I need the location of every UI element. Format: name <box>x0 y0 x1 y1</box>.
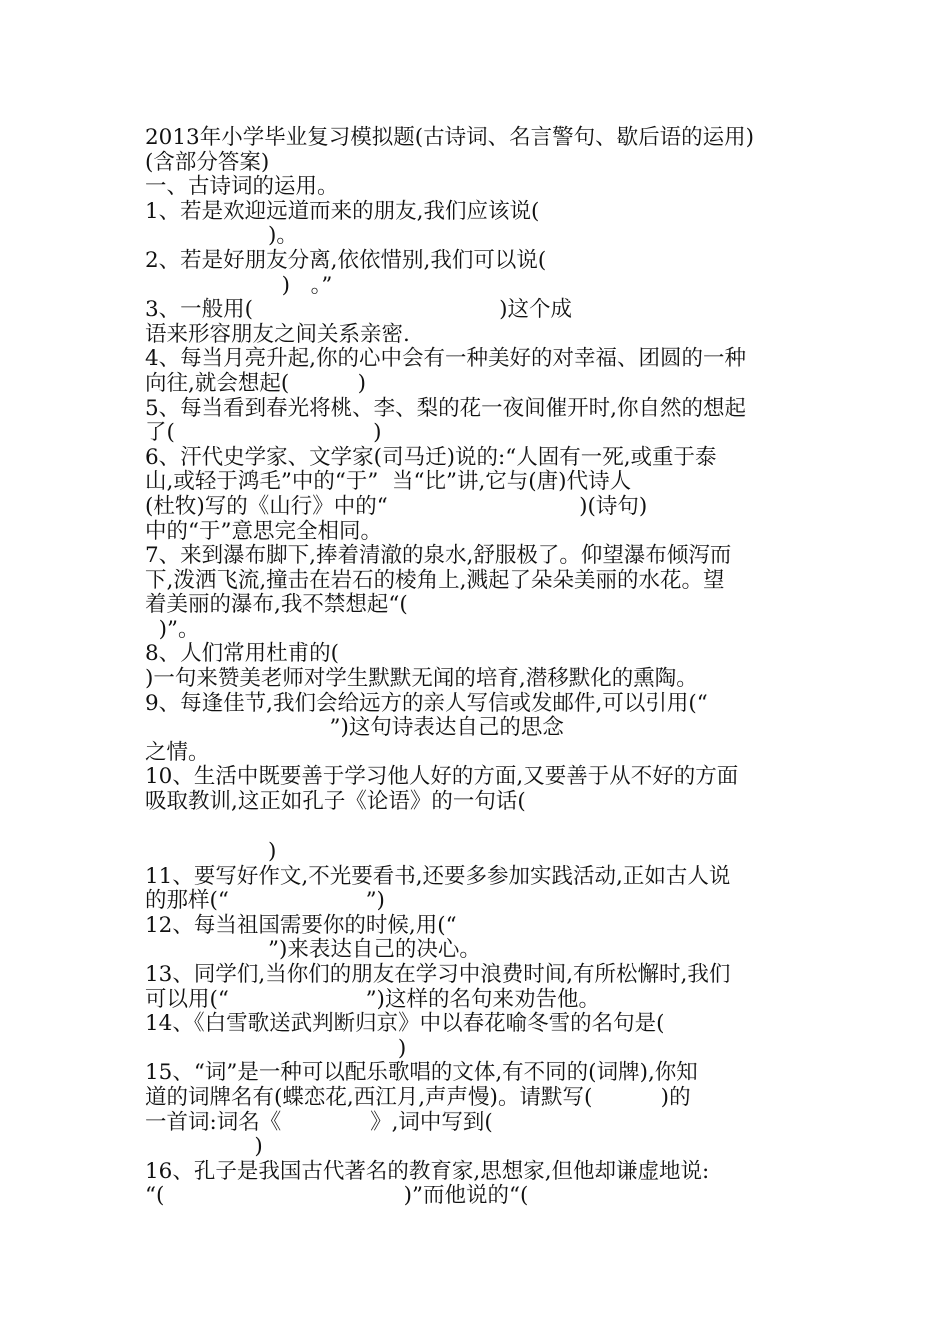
question-16-cont: “( )”而他说的“( <box>145 1183 529 1209</box>
question-3: 3、一般用( )这个成 <box>145 297 572 323</box>
question-8: 8、人们常用杜甫的( <box>145 641 340 667</box>
answer-blank-15: ) <box>145 1134 263 1160</box>
answer-blank-14: ) <box>145 1035 407 1061</box>
question-6: 6、汗代史学家、文学家(司马迁)说的:“人固有一死,或重于泰 <box>145 444 717 470</box>
question-1: 1、若是欢迎远道而来的朋友,我们应该说( <box>145 198 540 224</box>
question-7-cont-1: 下,泼洒飞流,撞击在岩石的棱角上,溅起了朵朵美丽的水花。望 <box>145 567 725 593</box>
question-13: 13、同学们,当你们的朋友在学习中浪费时间,有所松懈时,我们 <box>145 962 731 987</box>
question-3-cont: 语来形容朋友之间关系亲密. <box>145 321 410 347</box>
section-heading: 一、古诗词的运用。 <box>145 174 339 200</box>
document-page <box>145 126 835 1209</box>
answer-blank-1: )。 <box>145 223 298 249</box>
question-12-cont: ”)来表达自己的决心。 <box>145 937 481 963</box>
answer-blank-10 <box>145 815 835 865</box>
question-4: 4、每当月亮升起,你的心中会有一种美好的对幸福、团圆的一种 <box>145 346 747 372</box>
answer-blank-2: ) 。” <box>145 272 333 298</box>
question-15-cont-1: 道的词牌名有(蝶恋花,西江月,声声慢)。请默写( )的 <box>145 1084 691 1110</box>
question-14: 14、《白雪歌送武判断归京》中以春花喻冬雪的名句是( <box>145 1011 665 1037</box>
question-4-cont: 向往,就会想起( ) <box>145 370 366 396</box>
question-7-cont-2: 着美丽的瀑布,我不禁想起“( <box>145 592 408 618</box>
question-6-cont-1: 山,或轻于鸿毛”中的“于” 当“比”讲,它与(唐)代诗人 <box>145 469 632 495</box>
question-16: 16、孔子是我国古代著名的教育家,思想家,但他却谦虚地说: <box>145 1158 710 1184</box>
question-6-cont-3: 中的“于”意思完全相同。 <box>145 518 382 544</box>
question-2: 2、若是好朋友分离,依依惜别,我们可以说( <box>145 247 547 273</box>
question-10: 10、生活中既要善于学习他人好的方面,又要善于从不好的方面 <box>145 764 739 790</box>
question-9-cont-2: 之情。 <box>145 739 210 765</box>
question-15: 15、“词”是一种可以配乐歌唱的文体,有不同的(词牌),你知 <box>145 1060 698 1086</box>
question-5-cont: 了( ) <box>145 420 382 446</box>
question-7: 7、来到瀑布脚下,捧着清澈的泉水,舒服极了。仰望瀑布倾泻而 <box>145 543 732 569</box>
question-9: 9、每逢佳节,我们会给远方的亲人写信或发邮件,可以引用(“ <box>145 690 708 716</box>
title-line: 2013年小学毕业复习模拟题(古诗词、名言警句、歇后语的运用) <box>145 125 754 150</box>
question-12: 12、每当祖国需要你的时候,用(“ <box>145 912 457 938</box>
question-10-cont: 吸取教训,这正如孔子《论语》的一句话( <box>145 789 526 815</box>
question-8-cont: )一句来赞美老师对学生默默无闻的培育,潜移默化的熏陶。 <box>145 666 698 692</box>
question-13-cont: 可以用(“ ”)这样的名句来劝告他。 <box>145 986 600 1012</box>
question-5: 5、每当看到春光将桃、李、梨的花一夜间催开时,你自然的想起 <box>145 395 747 421</box>
subtitle-line: (含部分答案) <box>145 149 270 175</box>
question-9-cont-1: ”)这句诗表达自己的思念 <box>145 715 564 741</box>
answer-blank-7: )”。 <box>145 616 200 642</box>
answer-blank-10-text: ) <box>145 839 277 865</box>
question-15-cont-2: 一首词:词名《 》,词中写到( <box>145 1109 493 1135</box>
question-11: 11、要写好作文,不光要看书,还要多参加实践活动,正如古人说 <box>145 863 731 889</box>
question-6-cont-2: (杜牧)写的《山行》中的“ )(诗句) <box>145 493 648 519</box>
question-11-cont: 的那样(“ ”) <box>145 888 385 914</box>
